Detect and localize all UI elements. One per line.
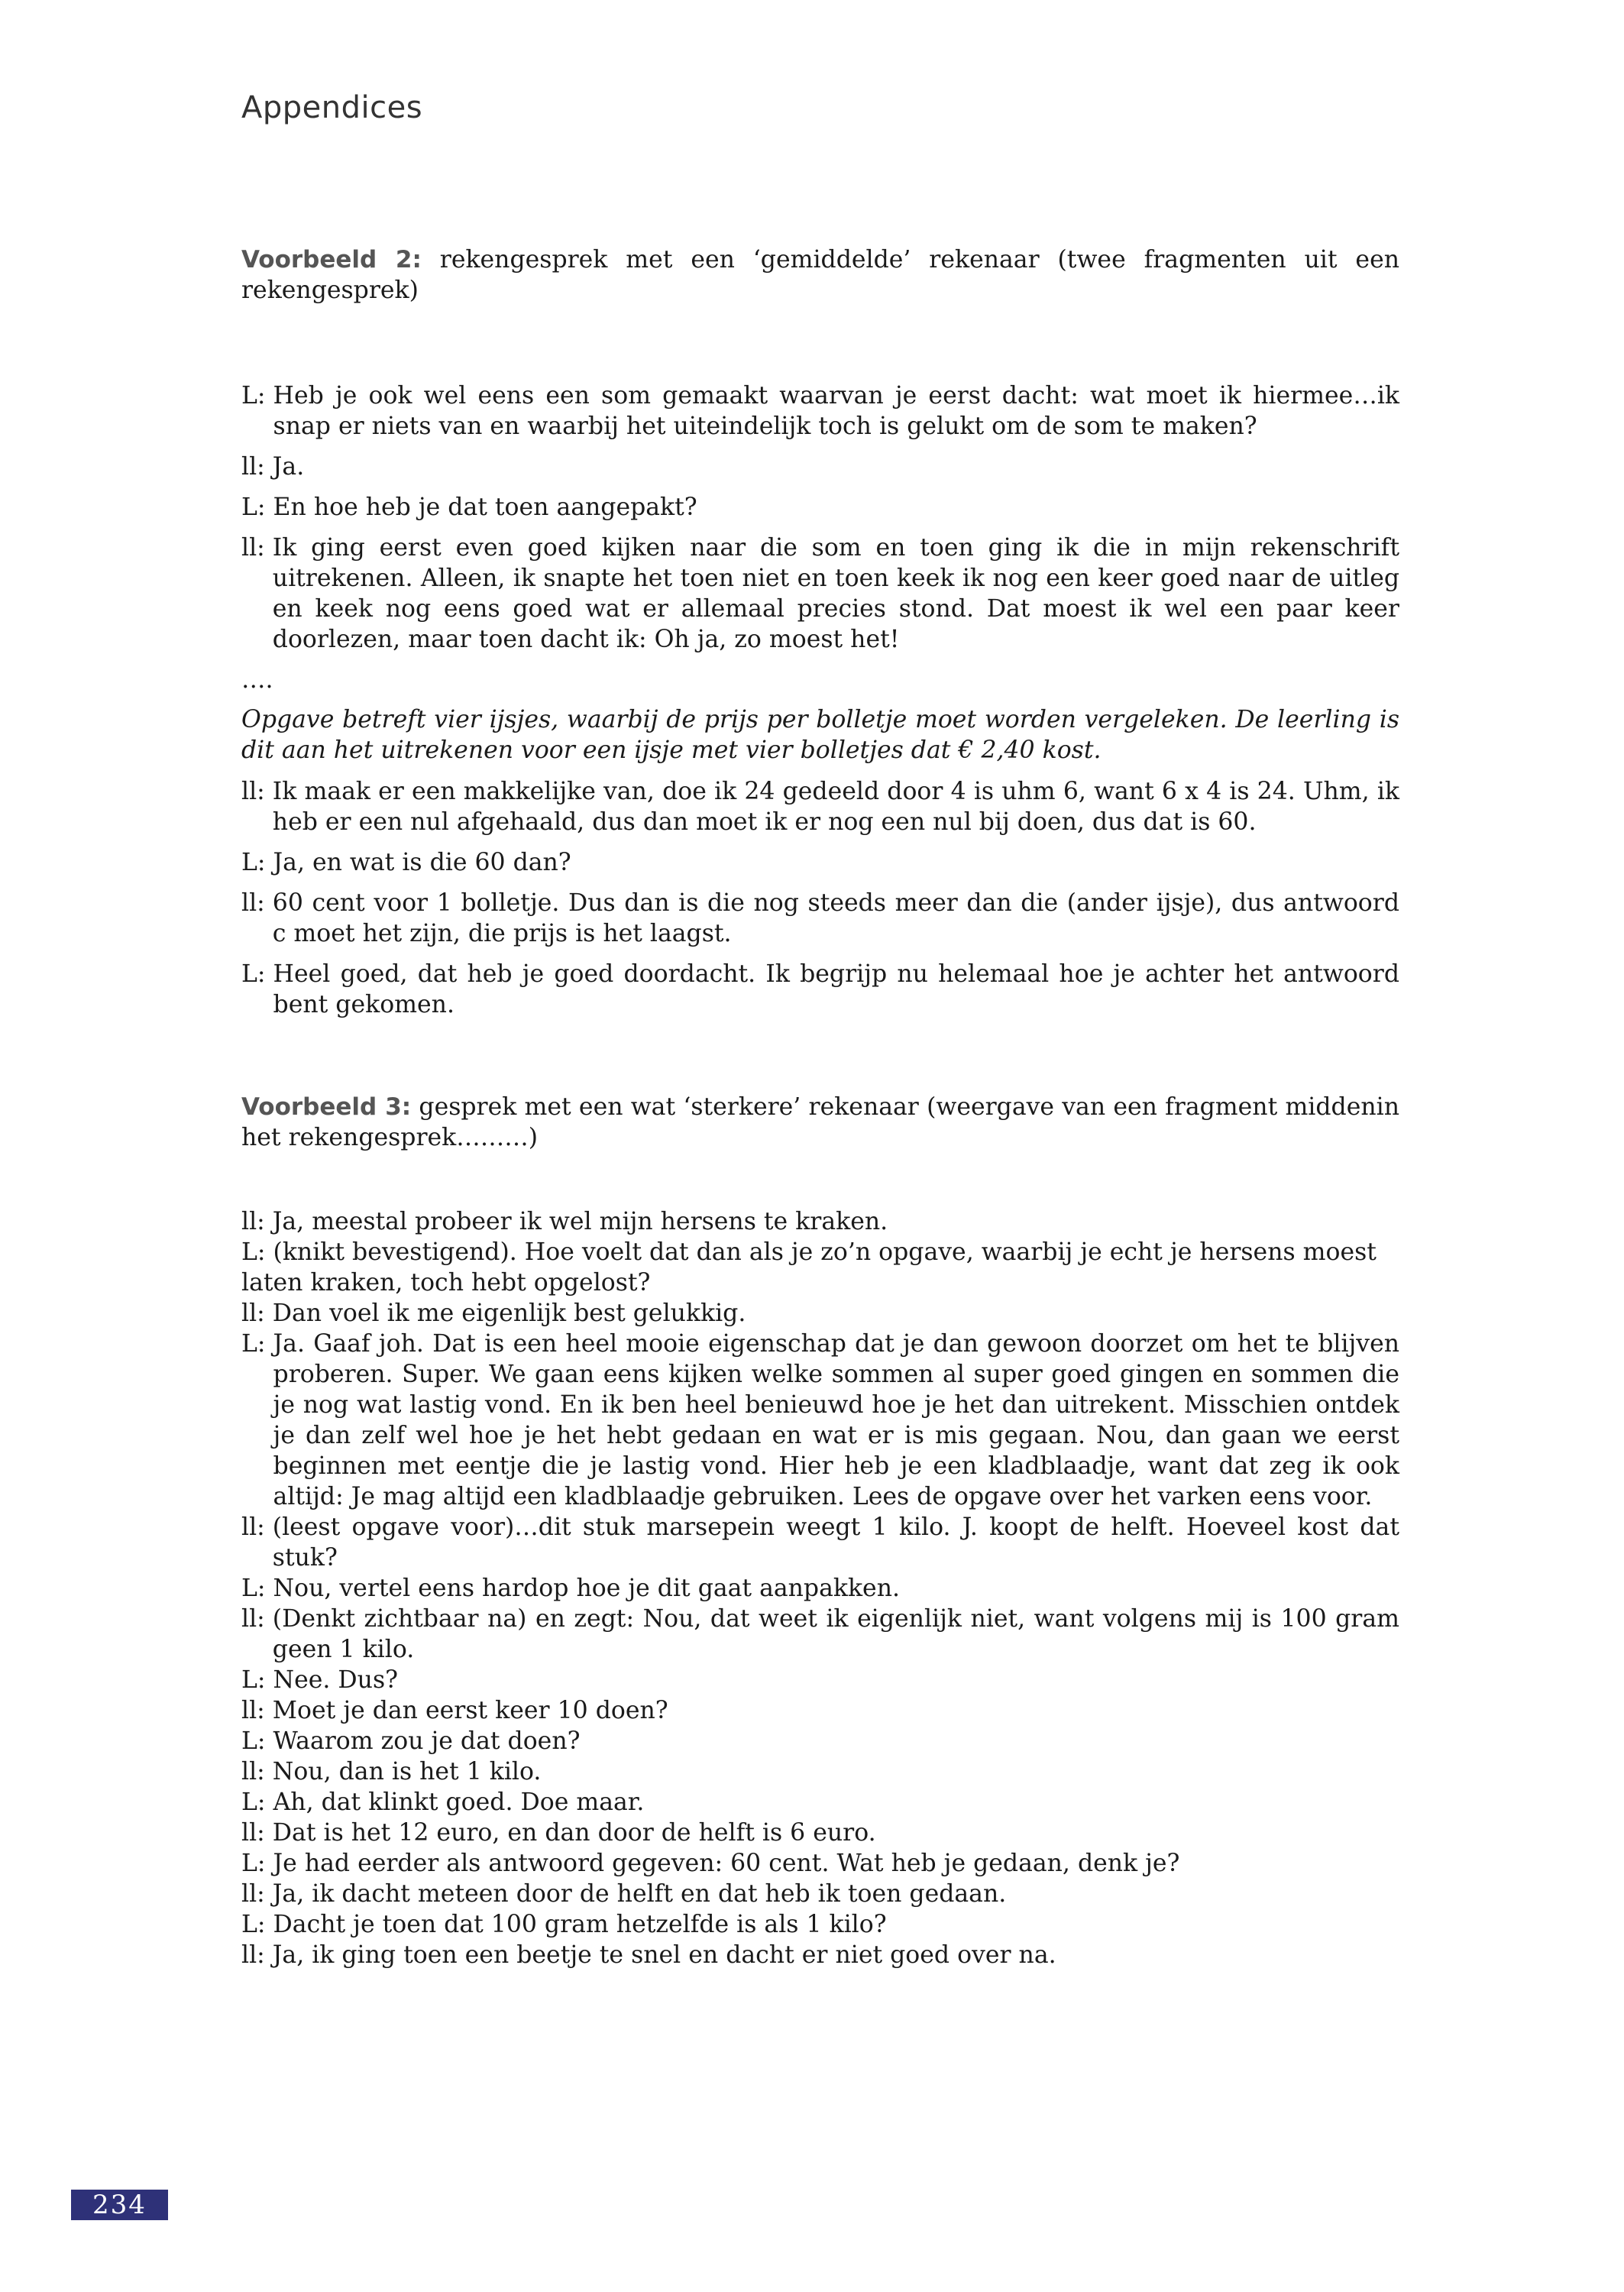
utterance: Dat is het 12 euro, en dan door de helft is 6 euro. xyxy=(272,1819,876,1847)
speaker: ll: xyxy=(241,1758,273,1785)
example-3-heading-text: gesprek met een wat ‘sterkere’ rekenaar (weergave van een fragment middenin het rekengesprek………) xyxy=(241,1093,1400,1151)
dialog-turn xyxy=(241,959,1399,1020)
utterance: (leest opgave voor)…dit stuk marsepein weegt 1 kilo. J. koopt de helft. Hoeveel kost dat stuk? xyxy=(272,1513,1399,1572)
speaker: L: xyxy=(241,1330,273,1358)
speaker: ll: xyxy=(241,1697,273,1724)
utterance: Nee. Dus? xyxy=(273,1666,399,1694)
dialog-turn xyxy=(241,1695,1399,1726)
utterance: Ja, en wat is die 60 dan? xyxy=(273,849,571,876)
example-2-dialog-part-2 xyxy=(241,776,1399,1020)
dialog-turn xyxy=(241,888,1399,949)
speaker: L: xyxy=(241,1911,273,1938)
speaker: ll: xyxy=(241,1941,273,1969)
example-3-label: Voorbeeld 3: xyxy=(241,1093,412,1121)
dialog-line: ll: Ja, meestal probeer ik wel mijn hersens te kraken. xyxy=(241,1208,888,1235)
dialog-turn xyxy=(241,380,1399,442)
example-2-heading-text: rekengesprek met een ‘gemiddelde’ rekenaar (twee fragmenten uit een rekengesprek) xyxy=(241,246,1399,304)
utterance: (Denkt zichtbaar na) en zegt: Nou, dat weet ik eigenlijk niet, want volgens mij is 100 gram geen 1 kilo. xyxy=(272,1605,1399,1663)
speaker: L: xyxy=(241,382,273,410)
dialog-line: ll: Dan voel ik me eigenlijk best gelukkig. xyxy=(241,1300,746,1327)
speaker: ll: xyxy=(241,1605,273,1633)
example-2-heading xyxy=(241,244,1399,306)
dialog-turn xyxy=(241,847,1399,878)
utterance: Nou, vertel eens hardop hoe je dit gaat aanpakken. xyxy=(273,1575,900,1602)
utterance: Ja. xyxy=(272,453,305,481)
speaker: L: xyxy=(241,1727,273,1755)
speaker: ll: xyxy=(241,1513,273,1541)
speaker: L: xyxy=(241,1850,273,1877)
dialog-turn xyxy=(241,1818,1399,1848)
dialog-turn xyxy=(241,1909,1399,1940)
utterance: Waarom zou je dat doen? xyxy=(273,1727,581,1755)
dialog-turn xyxy=(241,776,1399,837)
dialog-turn xyxy=(241,1787,1399,1818)
dialog-turn xyxy=(241,1329,1399,1512)
utterance: Heel goed, dat heb je goed doordacht. Ik begrijp nu helemaal hoe je achter het antwoord bent gekomen. xyxy=(273,960,1399,1018)
speaker: ll: xyxy=(241,453,273,481)
dialog-turn xyxy=(241,1604,1399,1665)
utterance: 60 cent voor 1 bolletje. Dus dan is die nog steeds meer dan die (ander ijsje), dus antwoord c moet het zijn, die prijs is het laagst. xyxy=(272,889,1399,947)
speaker: ll: xyxy=(241,889,273,917)
utterance: Nou, dan is het 1 kilo. xyxy=(272,1758,542,1785)
utterance: En hoe heb je dat toen aangepakt? xyxy=(273,494,697,521)
dialog-turn xyxy=(241,492,1399,523)
speaker: L: xyxy=(241,960,273,988)
speaker: L: xyxy=(241,1666,273,1694)
utterance: Je had eerder als antwoord gegeven: 60 cent. Wat heb je gedaan, denk je? xyxy=(273,1850,1180,1877)
utterance: Ah, dat klinkt goed. Doe maar. xyxy=(273,1789,645,1816)
dialog-turn xyxy=(241,1726,1399,1756)
example-2-label: Voorbeeld 2: xyxy=(241,246,422,274)
speaker: L: xyxy=(241,1575,273,1602)
context-note: Opgave betreft vier ijsjes, waarbij de prijs per bolletje moet worden vergeleken. De leerling is dit aan het uitrekenen voor een ijsje met vier bolletjes dat € 2,40 kost. xyxy=(241,706,1399,764)
speaker: L: xyxy=(241,849,273,876)
utterance: Dacht je toen dat 100 gram hetzelfde is als 1 kilo? xyxy=(273,1911,887,1938)
speaker: ll: xyxy=(241,778,273,805)
speaker: L: xyxy=(241,1789,273,1816)
dialog-turn xyxy=(241,452,1399,482)
utterance: Ik ging eerst even goed kijken naar die som en toen ging ik die in mijn rekenschrift uitrekenen. Alleen, ik snapte het toen niet en toen keek ik nog een keer goed naar de uitleg en keek nog eens goed wat er allemaal precies stond. Dat moest ik wel een paar keer doorlezen, maar toen dacht ik: Oh ja, zo moest het! xyxy=(272,534,1399,653)
example-2-dialog-part-1 xyxy=(241,380,1399,655)
example-3-heading xyxy=(241,1092,1399,1153)
utterance: Ik maak er een makkelijke van, doe ik 24 gedeeld door 4 is uhm 6, want 6 x 4 is 24. Uhm, ik heb er een nul afgehaald, dus dan moet ik er nog een nul bij doen, dus dat is 60. xyxy=(272,778,1399,836)
utterance: Moet je dan eerst keer 10 doen? xyxy=(272,1697,668,1724)
ellipsis: …. xyxy=(241,666,273,694)
dialog-turn xyxy=(241,1665,1399,1695)
speaker: L: xyxy=(241,494,273,521)
page-number: 234 xyxy=(71,2190,168,2220)
utterance: Ja, ik ging toen een beetje te snel en dacht er niet goed over na. xyxy=(272,1941,1056,1969)
utterance: Heb je ook wel eens een som gemaakt waarvan je eerst dacht: wat moet ik hiermee…ik snap er niets van en waarbij het uiteindelijk toch is gelukt om de som te maken? xyxy=(273,382,1399,440)
running-head: Appendices xyxy=(241,90,423,125)
dialog-turn xyxy=(241,1940,1399,1970)
dialog-turn xyxy=(241,1573,1399,1604)
speaker: ll: xyxy=(241,1819,273,1847)
dialog-turn xyxy=(241,533,1399,655)
speaker: ll: xyxy=(241,534,273,562)
utterance: Ja, ik dacht meteen door de helft en dat heb ik toen gedaan. xyxy=(272,1880,1007,1908)
dialog-turn xyxy=(241,1756,1399,1787)
dialog-turn xyxy=(241,1879,1399,1909)
main-content xyxy=(241,244,1399,1970)
speaker: ll: xyxy=(241,1880,273,1908)
dialog-turn xyxy=(241,1512,1399,1573)
example-3-dialog xyxy=(241,1329,1399,1970)
dialog-line: L: (knikt bevestigend). Hoe voelt dat dan als je zo’n opgave, waarbij je echt je hersens moest laten kraken, toch hebt opgelost? xyxy=(241,1238,1377,1297)
utterance: Ja. Gaaf joh. Dat is een heel mooie eigenschap dat je dan gewoon doorzet om het te blijven proberen. Super. We gaan eens kijken welke sommen al super goed gingen en sommen die je nog wat lastig vond. En ik ben heel benieuwd hoe je het dan uitrekent. Misschien ontdek je dan zelf wel hoe je het hebt gedaan en wat er is mis gegaan. Nou, dan gaan we eerst beginnen met eentje die je lastig vond. Hier heb je een kladblaadje, want dat zeg ik ook altijd: Je mag altijd een kladblaadje gebruiken. Lees de opgave over het varken eens voor. xyxy=(273,1330,1399,1510)
dialog-turn xyxy=(241,1848,1399,1879)
